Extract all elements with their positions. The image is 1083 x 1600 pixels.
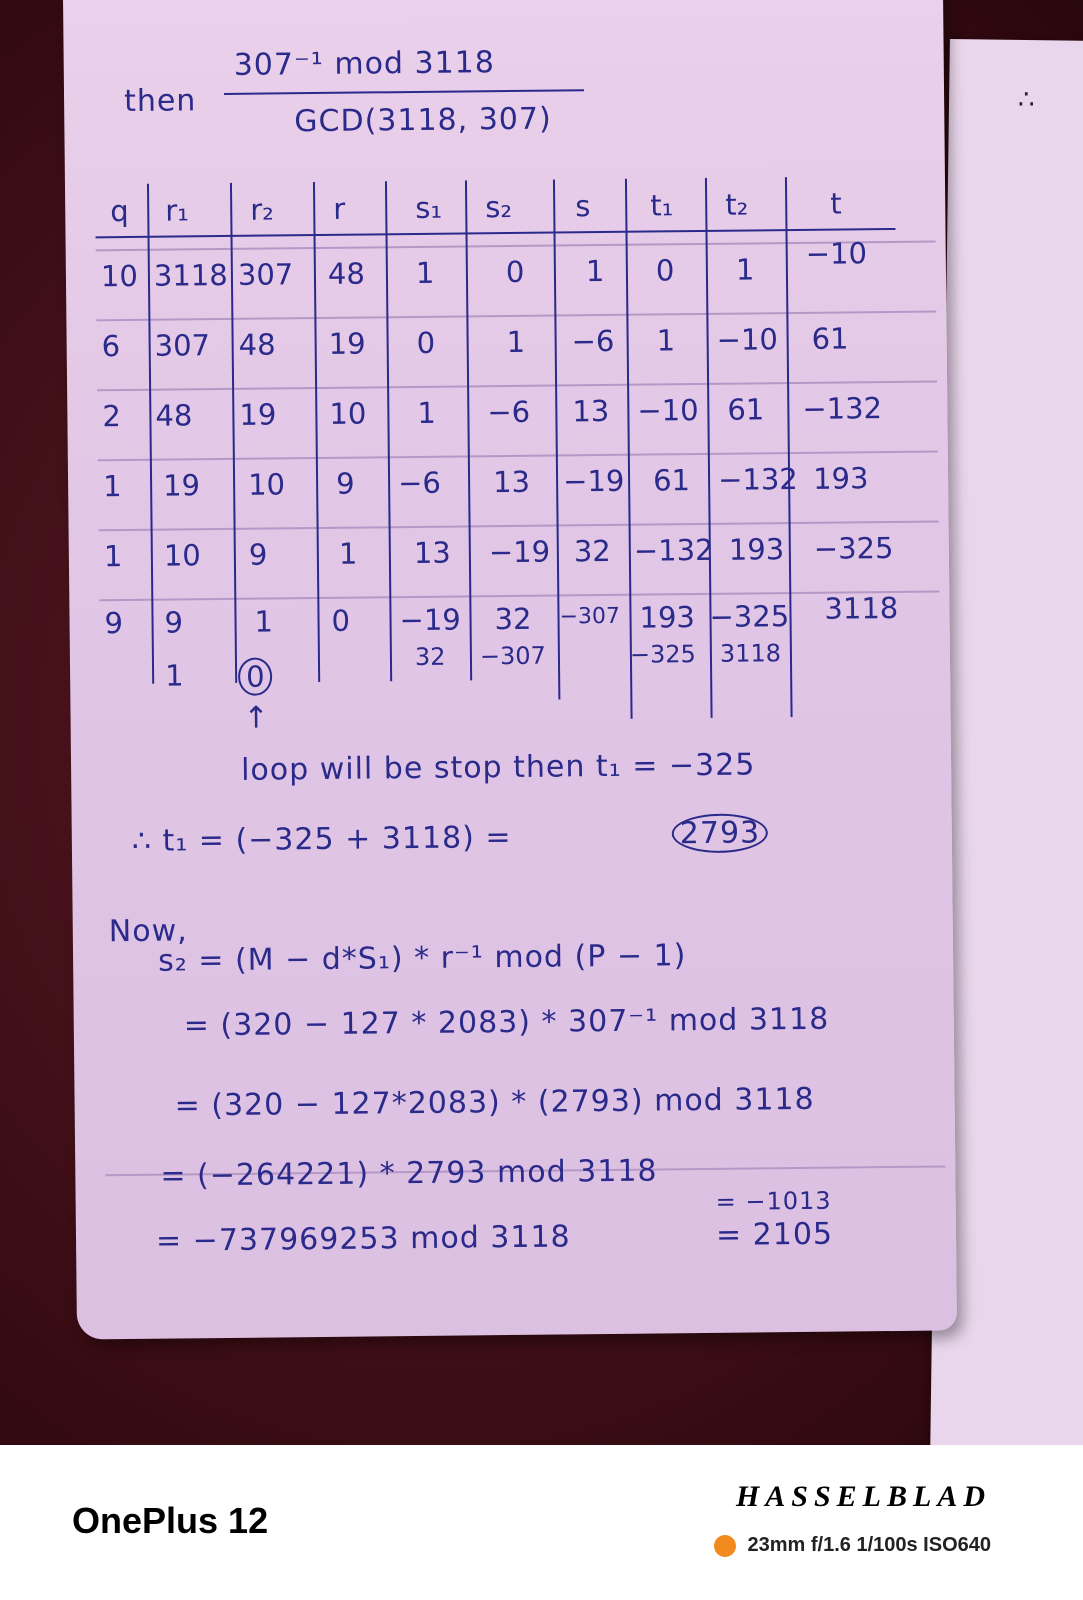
col-header: s₁ <box>415 190 443 225</box>
col-header: r₂ <box>250 192 274 227</box>
ruled-line <box>97 381 937 391</box>
table-cell: 2 <box>102 399 122 434</box>
table-cell: 1 <box>102 469 122 504</box>
table-cell: 48 <box>327 256 366 291</box>
table-divider <box>625 179 633 719</box>
table-cell: 13 <box>572 393 610 429</box>
table-cell: 61 <box>652 463 691 498</box>
table-cell: 61 <box>727 392 765 427</box>
table-cell: 9 <box>335 466 355 501</box>
table-header-line <box>96 228 896 238</box>
now-label: Now, <box>108 913 188 950</box>
table-cell: −19 <box>488 534 551 570</box>
table-cell: −325 <box>629 640 696 669</box>
t1-result: ∴ t₁ = (−325 + 3118) = <box>131 819 512 859</box>
table-cell: −325 <box>709 599 790 634</box>
step-line: = −737969253 mod 3118 <box>155 1219 571 1259</box>
table-cell: 0 <box>331 603 351 638</box>
table-cell: 10 <box>163 538 201 573</box>
table-cell: 307 <box>237 257 294 292</box>
table-cell: 9 <box>104 606 124 641</box>
table-cell: 10 <box>247 467 286 502</box>
table-cell: −132 <box>633 532 714 568</box>
table-divider <box>230 183 237 683</box>
table-cell: −19 <box>399 602 461 638</box>
table-cell: 1 <box>338 536 358 571</box>
table-cell: −132 <box>802 391 883 426</box>
col-header: s <box>575 189 591 224</box>
col-header: t₁ <box>650 188 674 223</box>
table-cell: 1 <box>417 395 437 430</box>
table-divider <box>385 181 392 681</box>
step-line: = (320 − 127*2083) * (2793) mod 3118 <box>174 1081 815 1124</box>
table-cell: −132 <box>717 461 798 497</box>
ruled-line <box>99 521 939 531</box>
gcd-expression: GCD(3118, 307) <box>294 101 552 140</box>
col-header: q <box>110 193 129 229</box>
table-cell: −6 <box>571 323 615 359</box>
table-cell: 307 <box>154 328 211 363</box>
notebook-page <box>63 0 957 1340</box>
table-divider <box>705 178 713 718</box>
table-cell: 10 <box>329 396 367 431</box>
ruled-line <box>96 311 936 321</box>
col-header: r₁ <box>165 193 189 228</box>
table-cell: 1 <box>254 604 274 639</box>
table-cell: −307 <box>559 603 621 630</box>
table-cell: −10 <box>805 236 868 271</box>
table-cell: 19 <box>239 397 277 432</box>
t1-value: 2793 <box>672 813 769 853</box>
step-line-side: = −1013 <box>715 1186 832 1216</box>
device-name: OnePlus 12 <box>72 1500 269 1541</box>
table-divider <box>313 182 320 682</box>
col-header: s₂ <box>485 189 513 225</box>
table-cell: 32 <box>494 601 532 637</box>
table-cell: 193 <box>812 461 869 496</box>
table-cell: 48 <box>155 398 193 433</box>
table-cell: 1 <box>506 324 526 360</box>
step-line: = (320 − 127 * 2083) * 307⁻¹ mod 3118 <box>183 1001 830 1044</box>
table-cell: 6 <box>101 329 121 364</box>
inverse-expression: 307⁻¹ mod 3118 <box>233 45 496 83</box>
table-cell: 10 <box>100 258 139 294</box>
table-cell: −325 <box>813 530 894 566</box>
circled-zero: 0 <box>238 657 273 695</box>
table-cell: 19 <box>162 468 201 503</box>
loop-note: loop will be stop then t₁ = −325 <box>240 747 756 788</box>
col-header: t₂ <box>725 187 749 222</box>
step-line: s₂ = (M − d*S₁) * r⁻¹ mod (P − 1) <box>157 938 687 979</box>
brand-logo: HASSELBLAD <box>735 1480 991 1513</box>
table-cell: −6 <box>397 465 442 501</box>
table-divider <box>785 177 793 717</box>
table-cell: 32 <box>414 642 446 671</box>
table-cell: 0 <box>505 254 525 290</box>
table-cell: −10 <box>716 322 779 357</box>
table-cell: 0 <box>655 253 675 288</box>
table-cell: 1 <box>735 252 755 287</box>
table-cell: 1 <box>415 255 435 290</box>
step-line: = (−264221) * 2793 mod 3118 <box>160 1153 658 1194</box>
lens-settings: 23mm f/1.6 1/100s ISO640 <box>747 1534 991 1556</box>
up-arrow-icon: ↑ <box>243 700 270 736</box>
col-header: t <box>830 186 842 221</box>
table-cell: 13 <box>492 464 531 500</box>
col-header: r <box>333 191 346 226</box>
table-cell: −10 <box>637 393 699 428</box>
table-cell: 0 <box>416 325 436 360</box>
table-cell: 193 <box>728 532 785 567</box>
table-cell: 1 <box>585 253 605 289</box>
table-divider <box>465 180 472 680</box>
final-answer: = 2105 <box>715 1216 834 1253</box>
table-cell: 3118 <box>719 639 782 668</box>
table-cell: 19 <box>328 326 366 361</box>
then-label: then <box>123 83 197 120</box>
lens-info <box>714 1534 992 1557</box>
table-cell: 193 <box>639 600 696 635</box>
ruled-line <box>98 451 938 461</box>
table-cell: 1 <box>164 658 184 693</box>
table-cell: 1 <box>103 539 123 574</box>
table-cell: 9 <box>248 537 268 572</box>
table-cell: 32 <box>573 533 611 569</box>
orange-dot-icon <box>714 1535 736 1557</box>
ruled-line <box>99 591 939 601</box>
table-cell: −6 <box>487 394 531 430</box>
table-cell: −307 <box>479 641 546 671</box>
table-cell: 3118 <box>824 590 899 626</box>
table-cell: 3118 <box>153 257 228 293</box>
table-cell: −19 <box>562 463 625 499</box>
fraction-line <box>224 89 584 95</box>
table-cell: 61 <box>811 321 849 356</box>
table-cell: 48 <box>238 327 276 362</box>
table-cell: 13 <box>413 535 451 570</box>
table-cell: 1 <box>656 323 676 358</box>
corner-marks: ∴ <box>1018 85 1035 115</box>
table-cell: 9 <box>164 605 184 640</box>
